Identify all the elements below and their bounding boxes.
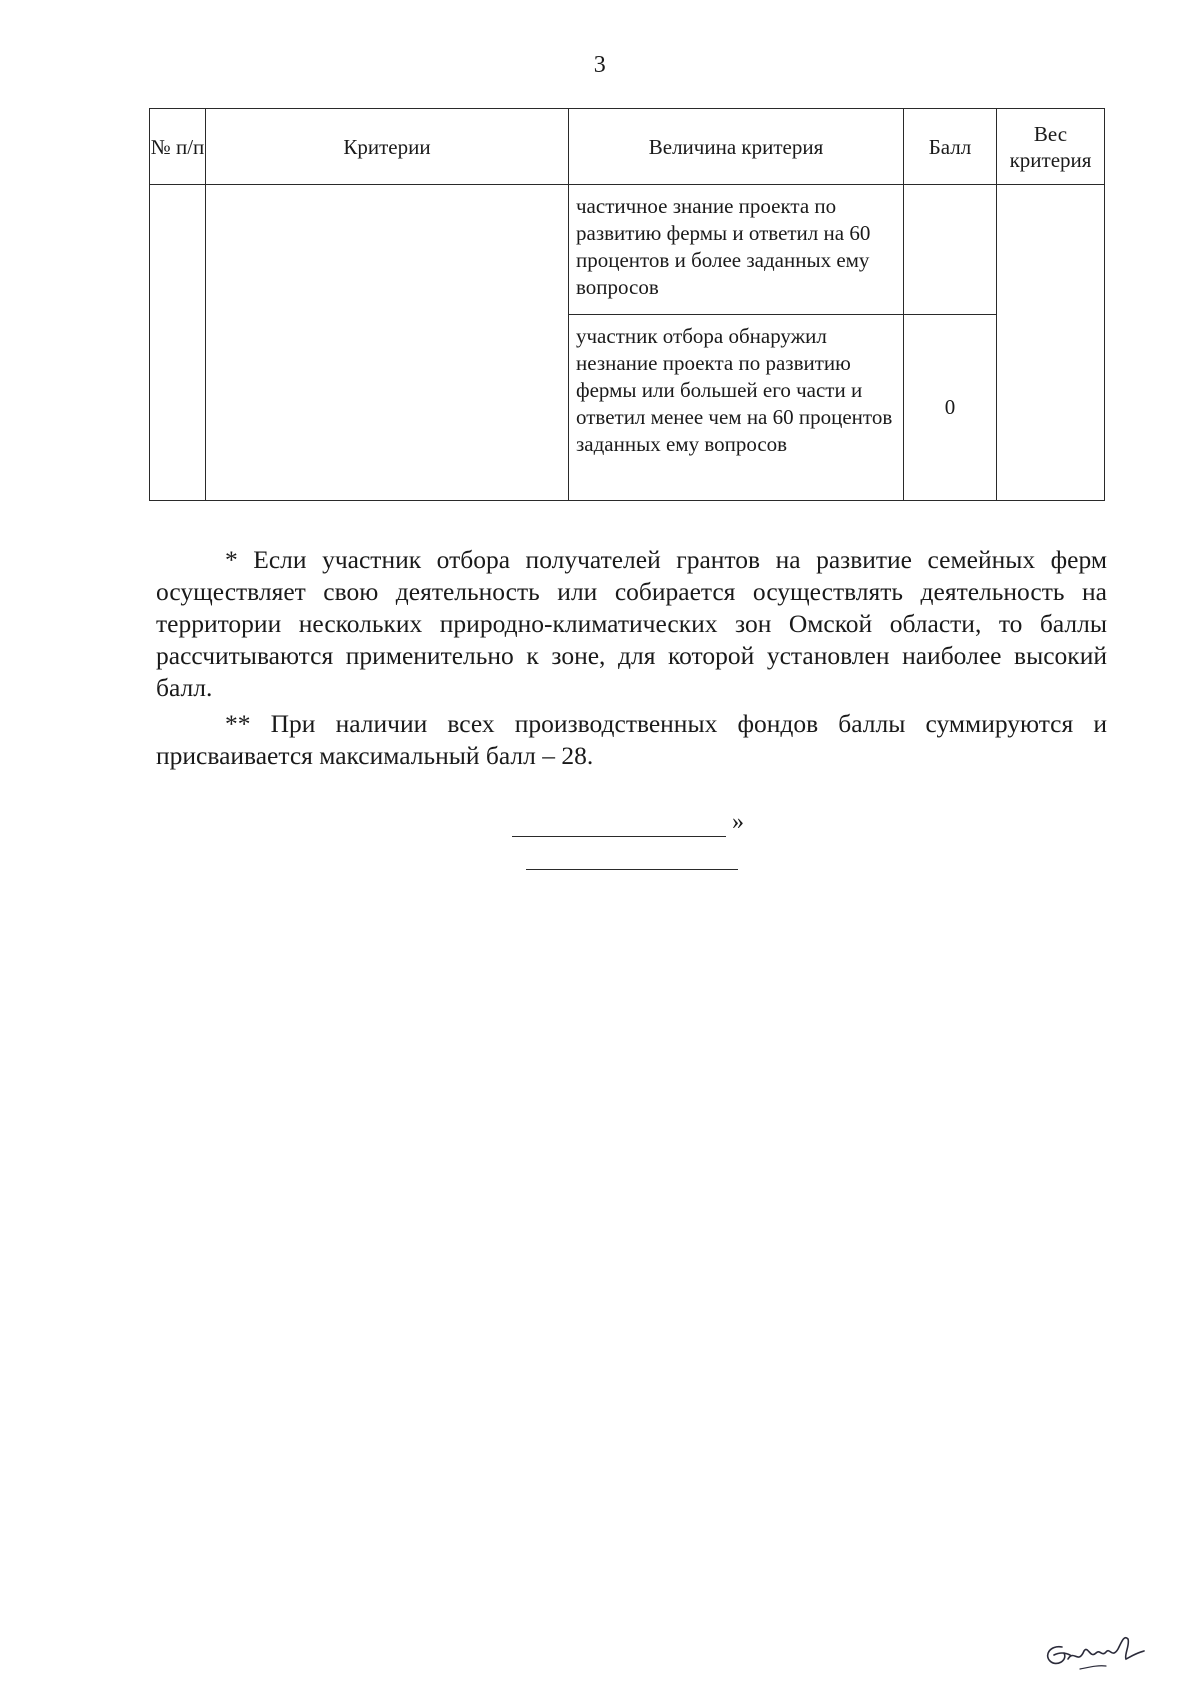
page-number: 3: [593, 52, 607, 78]
score-cell: [904, 185, 997, 315]
criterion-value-cell: участник отбора обнаружил незнание проекта по развитию фермы или большей его части и ответил менее чем на 60 процентов заданных ему вопросов: [569, 315, 904, 501]
header-criterion-value: Величина критерия: [569, 109, 904, 185]
row-number-cell: [150, 185, 206, 501]
footnote-single-star: * Если участник отбора получателей грантов на развитие семейных ферм осуществляет свою деятельность или собирается осуществлять деятельность на территории нескольких природно-климатических зон Омской области, то баллы рассчитываются применительно к зоне, для которой установлен наиболее высокий балл.: [156, 545, 1107, 702]
footnotes: [156, 544, 1107, 776]
weight-cell: [997, 185, 1105, 501]
score-cell: 0: [904, 315, 997, 501]
footnote-double-star: ** При наличии всех производственных фондов баллы суммируются и присваивается максимальный балл – 28.: [156, 709, 1107, 770]
closing-underline: [512, 836, 726, 837]
criteria-cell: [206, 185, 569, 501]
end-rule-line: [526, 869, 738, 870]
table-header-row: [150, 109, 1105, 185]
header-criteria: Критерии: [206, 109, 569, 185]
criteria-table: [149, 108, 1105, 501]
header-score: Балл: [904, 109, 997, 185]
criterion-value-cell: частичное знание проекта по развитию фермы и ответил на 60 процентов и более заданных ему вопросов: [569, 185, 904, 315]
header-number: № п/п: [150, 109, 206, 185]
handwritten-signature: [1040, 1625, 1160, 1675]
table-row: [150, 185, 1105, 315]
closing-quote: »: [732, 809, 744, 835]
header-weight: Вес критерия: [997, 109, 1105, 185]
